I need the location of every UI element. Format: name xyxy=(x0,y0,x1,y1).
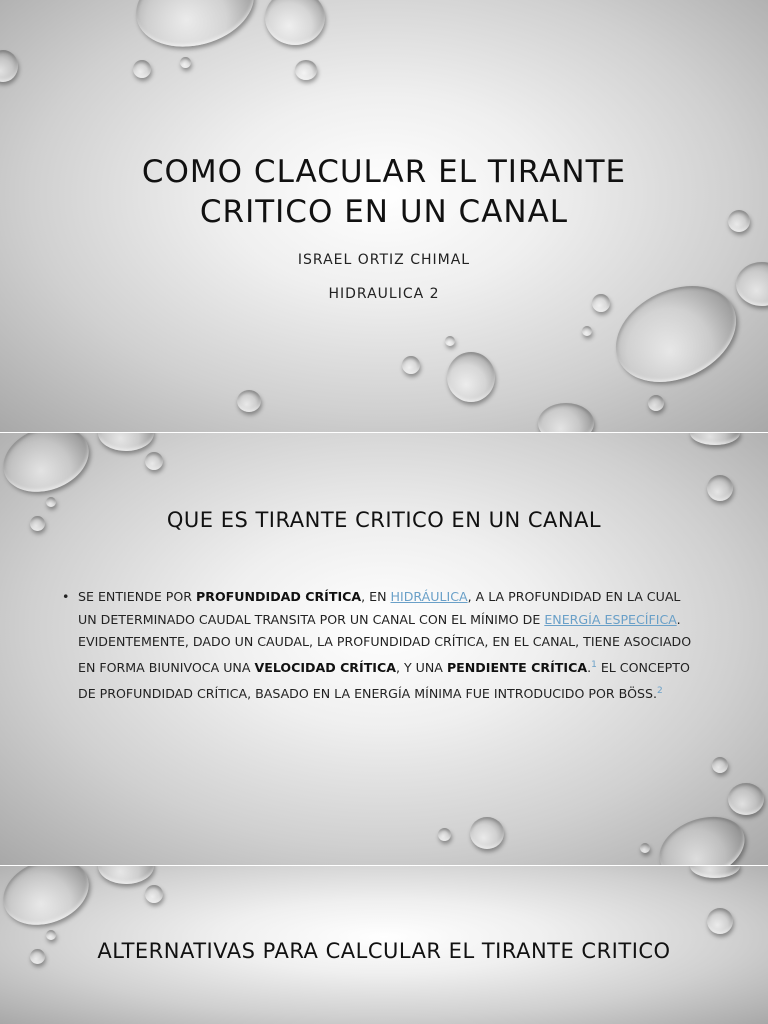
water-drop xyxy=(690,866,740,878)
course-name: HIDRAULICA 2 xyxy=(328,286,440,302)
water-drop xyxy=(438,828,451,841)
water-drop xyxy=(538,403,594,432)
water-drop xyxy=(127,0,264,59)
water-drop xyxy=(98,866,154,884)
water-drop xyxy=(648,395,664,411)
water-drop xyxy=(98,433,154,451)
water-drop xyxy=(447,352,495,402)
water-drop xyxy=(640,843,650,853)
water-drop xyxy=(651,806,754,865)
bold-term: VELOCIDAD CRÍTICA xyxy=(254,660,396,676)
water-drop xyxy=(582,326,592,336)
water-drop xyxy=(180,57,191,68)
slide-title xyxy=(0,152,768,232)
title-line-1: COMO CLACULAR EL TIRANTE xyxy=(141,154,627,190)
water-drop xyxy=(690,433,740,445)
water-drop xyxy=(0,866,98,936)
slide-title: QUE ES TIRANTE CRITICO EN UN CANAL xyxy=(166,508,602,532)
bullet-marker: • xyxy=(62,589,70,604)
link-hidraulica[interactable]: HIDRÁULICA xyxy=(390,589,468,604)
reference-link-2[interactable]: 2 xyxy=(657,686,663,696)
bold-term: PENDIENTE CRÍTICA xyxy=(446,660,588,676)
reference-link-1[interactable]: 1 xyxy=(591,660,597,671)
water-drop xyxy=(145,885,163,903)
water-drop xyxy=(295,60,317,80)
bold-term: PROFUNDIDAD CRÍTICA xyxy=(196,589,362,604)
bullet-paragraph xyxy=(62,586,702,706)
water-drop xyxy=(445,336,455,346)
link-energia-especifica[interactable]: ENERGÍA ESPECÍFICA xyxy=(544,611,677,627)
water-drop xyxy=(145,452,163,470)
author-name: ISRAEL ORTIZ CHIMAL xyxy=(297,252,471,268)
water-drop xyxy=(0,50,18,82)
water-drop xyxy=(728,783,764,815)
slide-3 xyxy=(0,866,768,1024)
water-drop xyxy=(133,60,151,78)
slide-title: ALTERNATIVAS PARA CALCULAR EL TIRANTE CRITICO xyxy=(97,939,671,963)
water-drop xyxy=(707,908,733,934)
water-drop xyxy=(0,433,98,503)
water-drop xyxy=(402,356,420,374)
slide-2 xyxy=(0,433,768,865)
water-drop xyxy=(265,0,325,45)
slide-1 xyxy=(0,0,768,432)
water-drop xyxy=(712,757,728,773)
water-drop xyxy=(237,390,261,412)
water-drop xyxy=(470,817,504,849)
paragraph-text: SE ENTIENDE POR PROFUNDIDAD CRÍTICA, EN HIDRÁULICA, A LA PROFUNDIDAD EN LA CUAL UN DETERMINADO CAUDAL TRANSITA POR UN CANAL CON EL MÍNIMO DE ENERGÍA ESPECÍFICA. EVIDENTEMENTE, DADO UN CAUDAL, LA PROFUNDIDAD CRÍTICA, EN EL CANAL, TIENE ASOCIADO EN FORMA BIUNIVOCA UNA VELOCIDAD CRÍTICA, Y UNA PENDIENTE CRÍTICA.$^1$ EL CONCEPTO DE PROFUNDIDAD CRÍTICA, BASADO EN LA ENERGÍA MÍNIMA FUE INTRODUCIDO POR BÖSS.$^2$ xyxy=(78,589,692,702)
title-line-2: CRITICO EN UN CANAL xyxy=(199,194,569,230)
water-drop xyxy=(707,475,733,501)
water-drop xyxy=(46,497,56,507)
